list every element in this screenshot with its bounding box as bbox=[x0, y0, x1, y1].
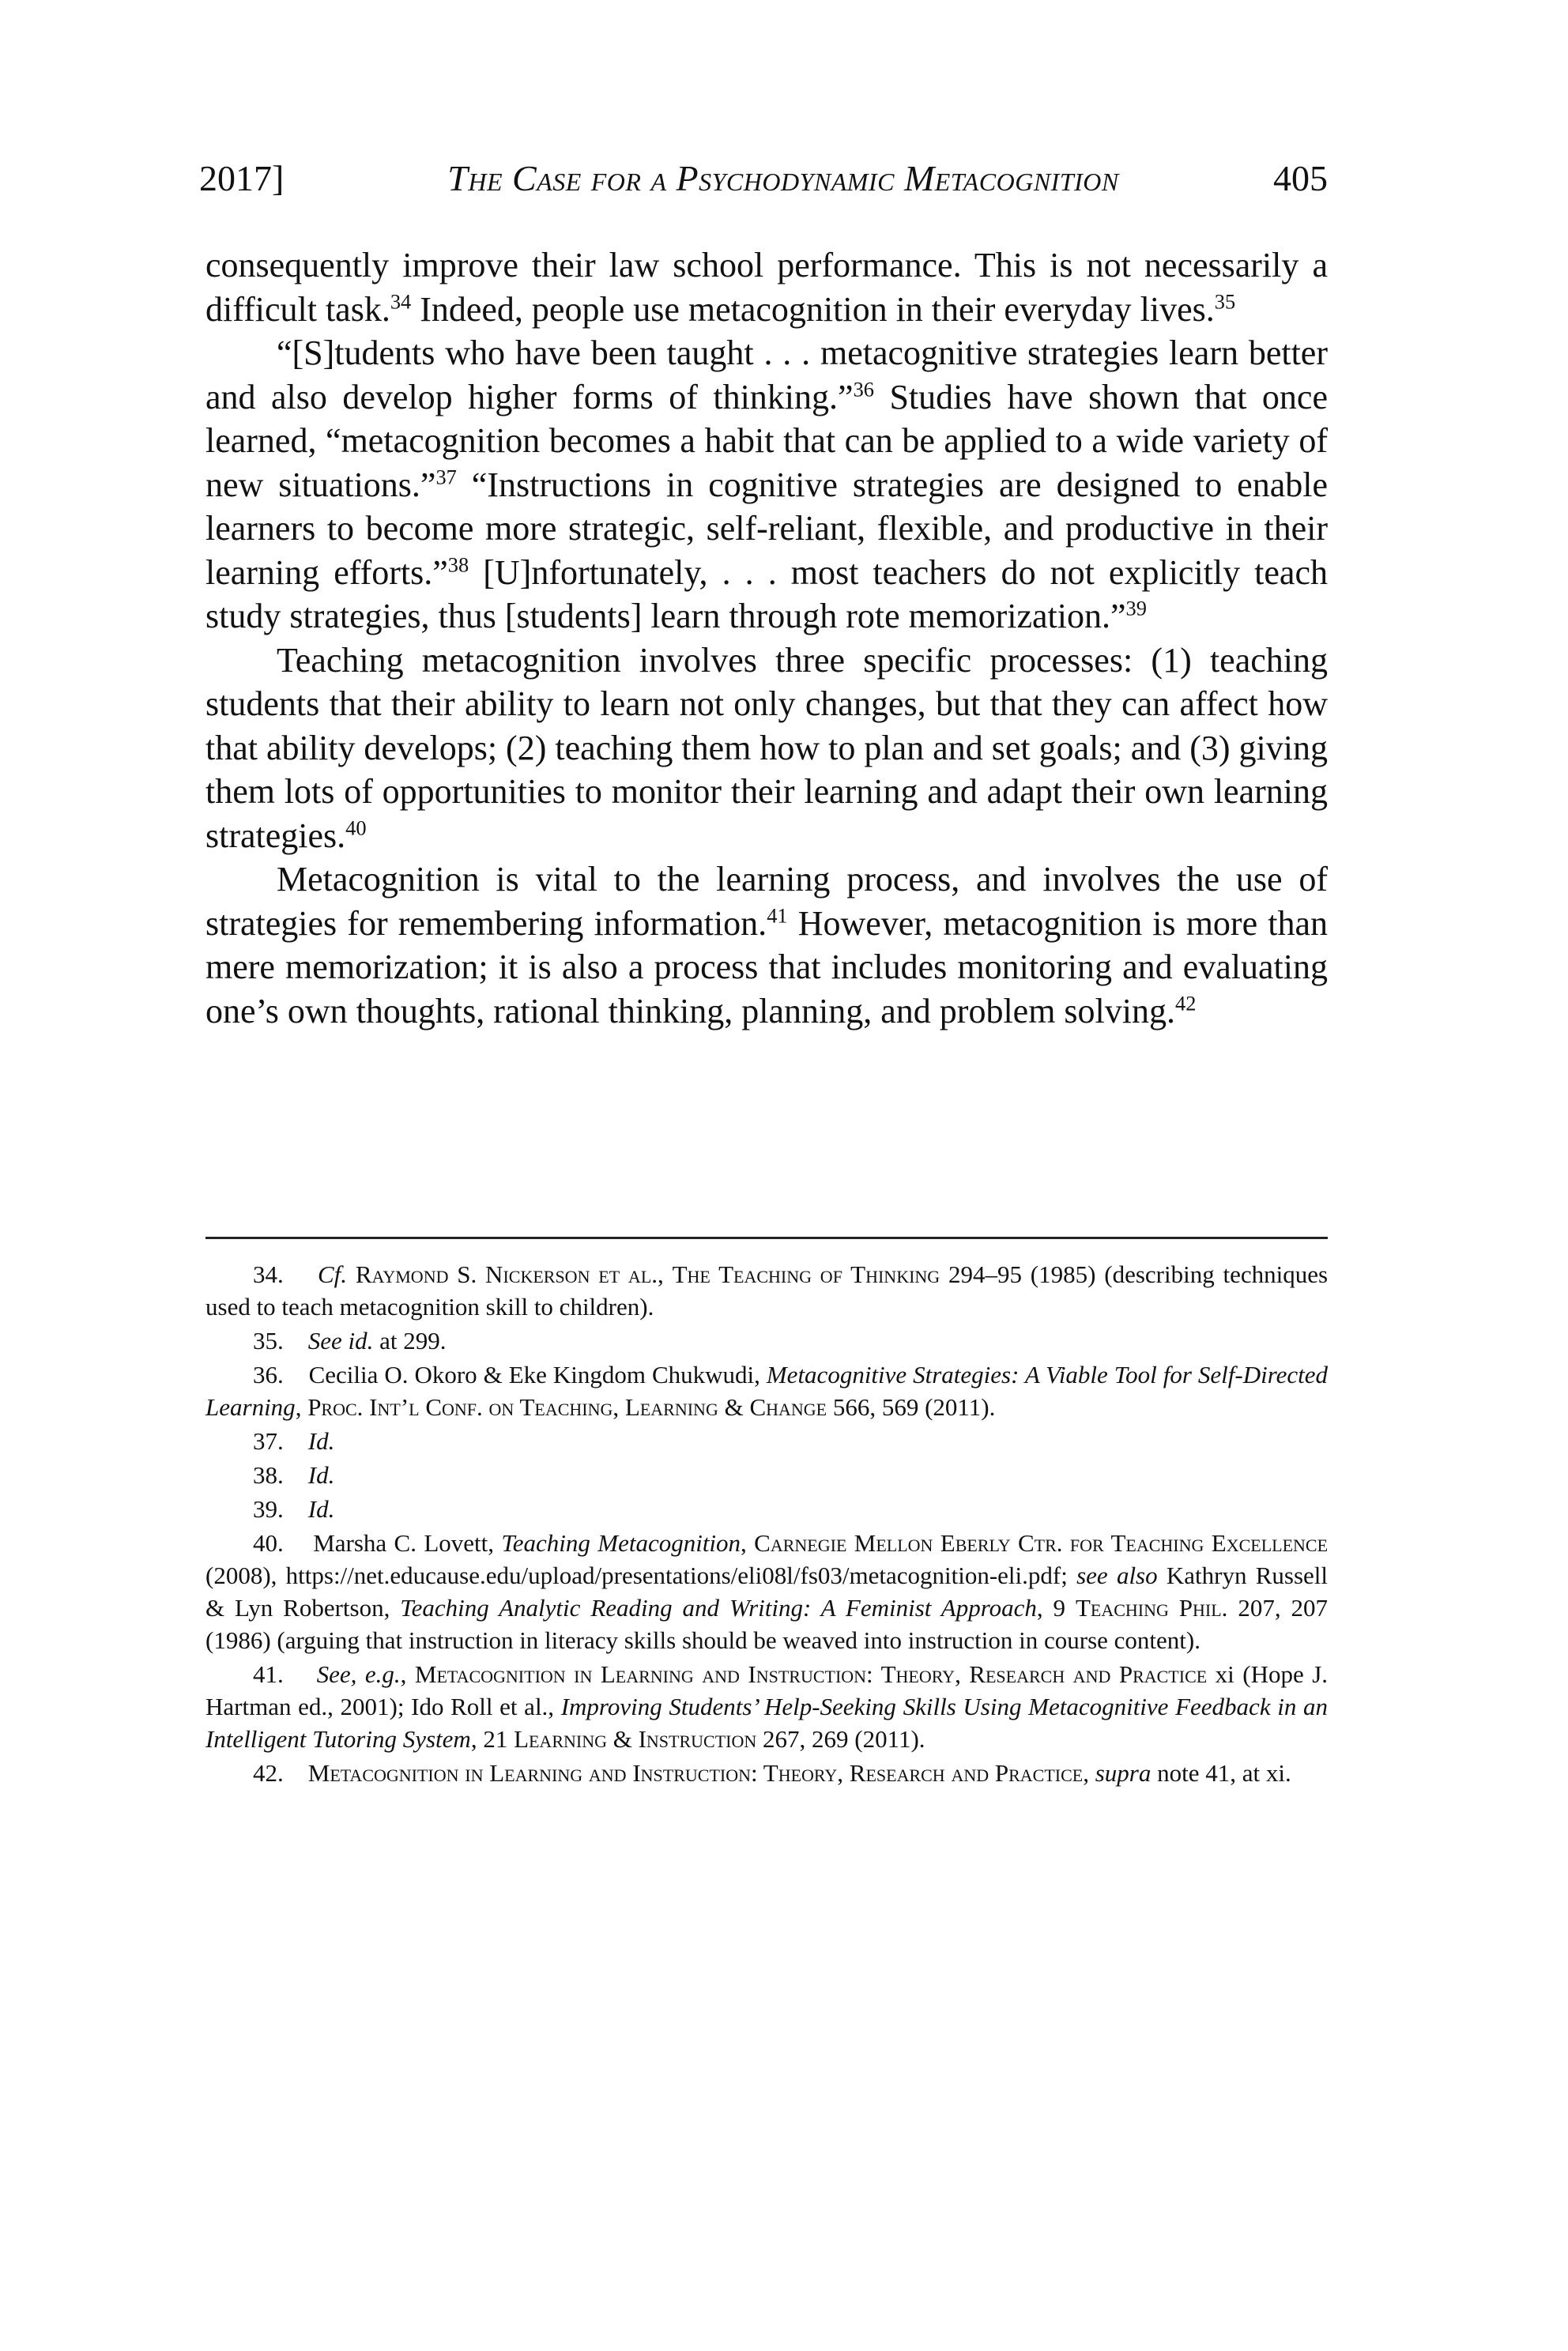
footnote-number: 35. bbox=[253, 1327, 284, 1354]
text-span: , 21 bbox=[470, 1725, 514, 1753]
text-span: [U]nfortunately, . . . most teachers do not explicitly teach study strategies, thus [students] learn through rote memorization.” bbox=[205, 552, 1328, 635]
footnote-number: 40. bbox=[253, 1529, 284, 1557]
book-title: Metacognition in Learning and Instruction: Theory, Research and Practice bbox=[414, 1660, 1208, 1688]
footnote-42 bbox=[205, 1757, 1328, 1789]
article-title: Improving Students’ Help-Seeking Skills Using Metacognitive Feedback in an Intelligent Tutoring System bbox=[205, 1693, 1328, 1753]
footnote-41 bbox=[205, 1658, 1328, 1755]
book-title: Metacognition in Learning and Instruction: Theory, Research and Practice bbox=[307, 1759, 1084, 1787]
footnote-ref-41: 41 bbox=[767, 902, 788, 927]
text-span: “[S]tudents who have been taught . . . metacognitive strategies learn better and also develop higher forms of thinking.” bbox=[205, 333, 1328, 416]
page bbox=[199, 155, 1329, 1791]
text-span: at 299. bbox=[373, 1327, 447, 1354]
footnote-ref-37: 37 bbox=[435, 464, 457, 488]
footnote-37 bbox=[205, 1425, 1328, 1457]
source: Teaching Phil. bbox=[1075, 1594, 1228, 1622]
signal: See, e.g. bbox=[316, 1660, 401, 1688]
page-number: 405 bbox=[1273, 158, 1328, 198]
footnote-number: 42. bbox=[253, 1759, 284, 1787]
footnote-ref-38: 38 bbox=[447, 552, 469, 576]
text-span: “Instructions in cognitive strategies are designed to enable learners to become more strategic, self-reliant, flexible, and productive in their learning efforts.” bbox=[205, 465, 1328, 592]
text-span: consequently improve their law school performance. This is not necessarily a difficult task. bbox=[205, 246, 1328, 329]
paragraph-1 bbox=[205, 243, 1328, 331]
footnote-number: 34. bbox=[253, 1260, 284, 1288]
author: Kathryn Russell & Lyn Robertson, bbox=[205, 1562, 1328, 1622]
footnote-number: 37. bbox=[253, 1427, 284, 1455]
footnote-ref-40: 40 bbox=[345, 815, 367, 839]
footnote-39 bbox=[205, 1493, 1328, 1525]
footnote-35 bbox=[205, 1324, 1328, 1357]
footnote-40 bbox=[205, 1527, 1328, 1656]
footnote-ref-36: 36 bbox=[853, 376, 874, 401]
article-title: Teaching Metacognition bbox=[501, 1529, 741, 1557]
footnotes bbox=[205, 1258, 1328, 1789]
footnote-number: 38. bbox=[253, 1461, 284, 1489]
footnote-ref-42: 42 bbox=[1175, 990, 1197, 1015]
source: Proc. Int’l Conf. on Teaching, Learning & Change bbox=[307, 1393, 827, 1421]
footnote-36 bbox=[205, 1358, 1328, 1423]
paragraph-3 bbox=[205, 639, 1328, 858]
author: Marsha C. Lovett, bbox=[313, 1529, 502, 1557]
text-span: Teaching metacognition involves three specific processes: (1) teaching students that their ability to learn not only changes, but that they can affect how that ability develops; (2) teaching them how to plan and set goals; and (3) giving them lots of opportunities to monitor their learning and adapt their own learning strategies. bbox=[205, 640, 1328, 855]
running-head bbox=[199, 155, 1328, 202]
signal: Cf. bbox=[317, 1260, 347, 1288]
footnote-ref-34: 34 bbox=[390, 288, 412, 313]
running-head-title-pre: The Case for a bbox=[447, 158, 677, 198]
signal: supra bbox=[1095, 1759, 1152, 1787]
article-title: Metacognitive Strategies: A Viable Tool for Self-Directed Learning bbox=[205, 1361, 1328, 1421]
footnote-34: 34. Cf. Raymond S. Nickerson et al., The Teaching of Thinking 294–95 (1985) (describing techniques used to teach metacognition skill to children). bbox=[205, 1260, 1329, 1321]
text-span: Studies have shown that once learned, “metacognition becomes a habit that can be applied to a wide variety of new situations.” bbox=[205, 377, 1328, 504]
text-span: xi (Hope J. Hartman ed., 2001); Ido Roll et al., bbox=[205, 1660, 1329, 1720]
running-head-title-word1: Psychodynamic bbox=[676, 158, 895, 198]
text-span: 294–95 (1985) (describing techniques used to teach metacognition skill to children). bbox=[205, 1260, 1329, 1321]
book-title: The Teaching of Thinking bbox=[672, 1260, 940, 1288]
text-span: , bbox=[400, 1660, 415, 1688]
text-span: 207, 207 (1986) (arguing that instruction in literacy skills should be weaved into instruction in course content). bbox=[205, 1594, 1329, 1654]
text-span: (2008), bbox=[205, 1562, 286, 1589]
footnote-ref-35: 35 bbox=[1214, 288, 1236, 313]
signal: Id. bbox=[307, 1495, 335, 1523]
url-link[interactable]: https://net.educause.edu/upload/presentations/eli08l/fs03/metacognition-eli.pdf bbox=[285, 1562, 1061, 1589]
text-span: Metacognition is vital to the learning process, and involves the use of strategies for remembering information. bbox=[205, 860, 1328, 943]
footnote-ref-39: 39 bbox=[1125, 596, 1147, 620]
footnote-divider bbox=[205, 1237, 1328, 1239]
text-span: , bbox=[741, 1529, 755, 1557]
footnote-38 bbox=[205, 1459, 1328, 1491]
text-span: , 9 bbox=[1036, 1594, 1076, 1622]
signal: Id. bbox=[307, 1427, 335, 1455]
author: Cecilia O. Okoro & Eke Kingdom Chukwudi, bbox=[308, 1361, 767, 1388]
text-span: note 41, at xi. bbox=[1151, 1759, 1291, 1787]
running-head-year: 2017] bbox=[199, 158, 285, 198]
author: Raymond S. Nickerson et al. bbox=[355, 1260, 658, 1288]
article-title: Teaching Analytic Reading and Writing: A Feminist Approach bbox=[400, 1594, 1037, 1622]
text-span: , bbox=[295, 1393, 308, 1421]
source: Learning & Instruction bbox=[514, 1725, 757, 1753]
source: Carnegie Mellon Eberly Ctr. for Teaching Excellence bbox=[754, 1529, 1329, 1557]
body-text bbox=[205, 243, 1328, 1033]
footnote-number: 41. bbox=[253, 1660, 284, 1688]
text-span: However, metacognition is more than mere memorization; it is also a process that includes monitoring and evaluating one’s own thoughts, rational thinking, planning, and problem solving. bbox=[205, 903, 1328, 1030]
paragraph-2 bbox=[205, 331, 1328, 639]
footnote-number: 36. bbox=[253, 1361, 284, 1388]
paragraph-4 bbox=[205, 857, 1328, 1033]
running-head-title bbox=[341, 155, 1225, 202]
signal: See id. bbox=[307, 1327, 374, 1354]
text-span: 566, 569 (2011). bbox=[827, 1393, 996, 1421]
signal: see also bbox=[1076, 1562, 1158, 1589]
text-span: , bbox=[1083, 1759, 1095, 1787]
text-span: Indeed, people use metacognition in their everyday lives. bbox=[411, 289, 1215, 329]
text-span: ; bbox=[1061, 1562, 1077, 1589]
signal: Id. bbox=[307, 1461, 335, 1489]
footnote-number: 39. bbox=[253, 1495, 284, 1523]
text-span: 267, 269 (2011). bbox=[756, 1725, 925, 1753]
running-head-title-word2: Metacognition bbox=[903, 158, 1119, 198]
